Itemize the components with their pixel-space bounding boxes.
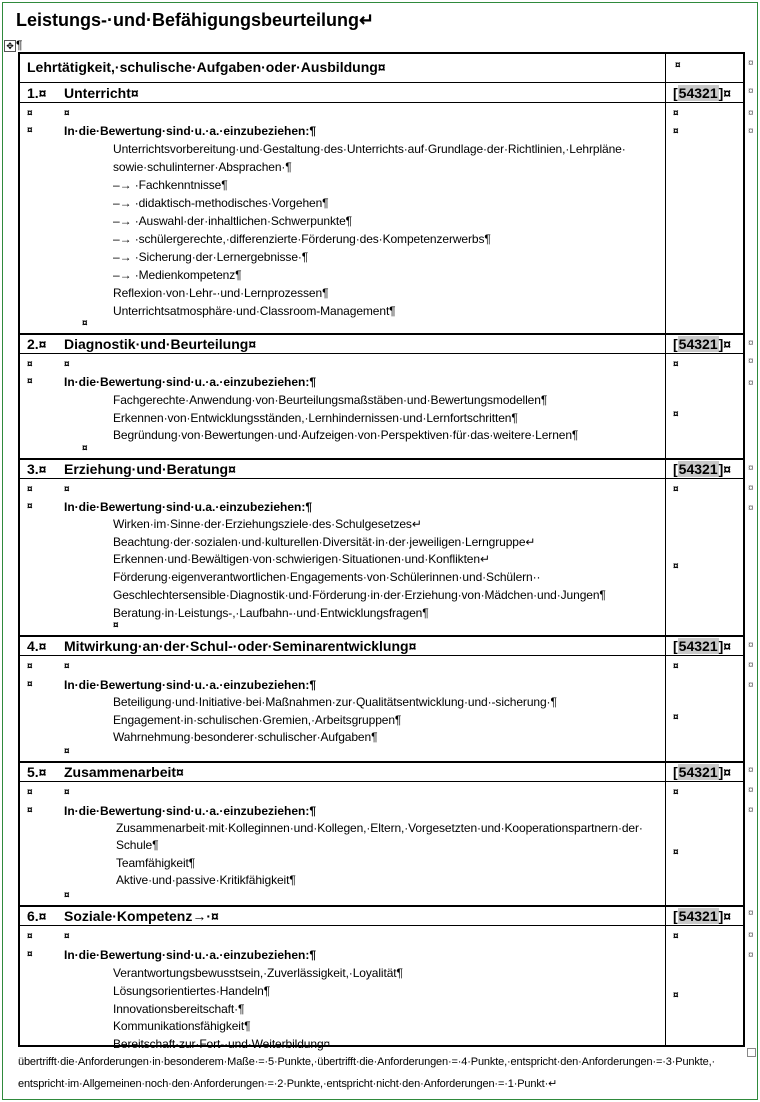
section-number: 5.¤ bbox=[27, 764, 47, 780]
row-end-marker: ¤ bbox=[748, 108, 754, 119]
row-end-marker: ¤ bbox=[748, 378, 754, 389]
score-end-mark: ]¤ bbox=[718, 764, 732, 780]
cell-marker: ¤ bbox=[27, 125, 33, 136]
criteria-item: Begründung·von·Bewertungen·und·Aufzeigen·von·Perspektiven·für·das·weitere·Lernen¶ bbox=[113, 428, 579, 442]
section-header-divider bbox=[20, 781, 743, 782]
row-end-marker: ¤ bbox=[748, 58, 754, 69]
cell-end-marker: ¤ bbox=[113, 620, 119, 631]
score-values: 54321 bbox=[678, 908, 718, 924]
assessment-table bbox=[18, 52, 745, 1052]
cell-marker: ¤ bbox=[27, 359, 33, 370]
cell-marker: ¤ bbox=[27, 679, 33, 690]
document-title: Leistungs-·und·Befähigungsbeurteilung↵ bbox=[16, 10, 375, 30]
section-header-divider bbox=[20, 353, 743, 354]
section-title: Mitwirkung·an·der·Schul-·oder·Seminarentwicklung¤ bbox=[64, 638, 417, 654]
section-title: Erziehung·und·Beratung¤ bbox=[64, 461, 236, 477]
row-end-marker: ¤ bbox=[748, 463, 754, 474]
score-bracket: [ bbox=[673, 461, 678, 477]
cell-marker: ¤ bbox=[27, 931, 33, 942]
criteria-item: Reflexion·von·Lehr-·und·Lernprozessen¶ bbox=[113, 286, 329, 300]
row-end-marker: ¤ bbox=[748, 640, 754, 651]
section-number: 1.¤ bbox=[27, 85, 47, 101]
cell-marker: ¤ bbox=[27, 949, 33, 960]
section-number: 4.¤ bbox=[27, 638, 47, 654]
cell-marker: ¤ bbox=[27, 661, 33, 672]
section-divider bbox=[20, 458, 743, 460]
cell-marker: ¤ bbox=[27, 108, 33, 119]
section-header-divider bbox=[20, 925, 743, 926]
score-end-mark: ]¤ bbox=[718, 85, 732, 101]
row-end-marker: ¤ bbox=[748, 338, 754, 349]
section-divider bbox=[20, 905, 743, 907]
score-cell-marker: ¤ bbox=[673, 126, 679, 137]
criteria-item: Fachgerechte·Anwendung·von·Beurteilungsmaßstäben·und·Bewertungsmodellen¶ bbox=[113, 393, 548, 407]
paragraph-mark: ¶ bbox=[16, 38, 23, 52]
score-values: 54321 bbox=[678, 336, 718, 352]
row-end-marker: ¤ bbox=[748, 785, 754, 796]
criteria-item: Geschlechtersensible·Diagnostik·und·Förderung·in·der·Erziehung·von·Mädchen·und·Jungen¶ bbox=[113, 587, 606, 602]
criteria-intro: In·die·Bewertung·sind·u.a.·einzubeziehen:¶ bbox=[64, 500, 313, 514]
criteria-item: Engagement·in·schulischen·Gremien,·Arbeitsgruppen¶ bbox=[113, 712, 402, 727]
row-end-marker: ¤ bbox=[748, 908, 754, 919]
row-end-marker: ¤ bbox=[748, 660, 754, 671]
cell-marker: ¤ bbox=[27, 376, 33, 387]
cell-marker: ¤ bbox=[64, 931, 70, 942]
row-end-marker: ¤ bbox=[748, 503, 754, 514]
criteria-item: –→ ·Auswahl·der·inhaltlichen·Schwerpunkte¶ bbox=[113, 214, 353, 228]
criteria-item: sowie·schulinterner·Absprachen·¶ bbox=[113, 160, 292, 174]
score-bracket: [ bbox=[673, 336, 678, 352]
score-end-mark: ]¤ bbox=[718, 461, 732, 477]
section-divider bbox=[20, 82, 743, 83]
footer-line-1: übertrifft·die·Anforderungen·in·besonderem·Maße·=·5·Punkte,·übertrifft·die·Anforderungen·=·4·Punkte,·entspricht·den·Anforderungen·=·3·Punkte,· bbox=[18, 1056, 716, 1068]
section-header-divider bbox=[20, 478, 743, 479]
section-title: Unterricht¤ bbox=[64, 85, 139, 101]
cell-marker: ¤ bbox=[64, 359, 70, 370]
criteria-intro: In·die·Bewertung·sind·u.·a.·einzubeziehen:¶ bbox=[64, 124, 317, 138]
table-header-label: Lehrtätigkeit,·schulische·Aufgaben·oder·Ausbildung¤ bbox=[27, 59, 386, 75]
criteria-intro: In·die·Bewertung·sind·u.·a.·einzubeziehen:¶ bbox=[64, 375, 317, 389]
score-scale[interactable] bbox=[673, 336, 731, 352]
section-header-divider bbox=[20, 655, 743, 656]
score-cell-marker: ¤ bbox=[673, 712, 679, 723]
score-scale[interactable] bbox=[673, 764, 731, 780]
section-header-divider bbox=[20, 102, 743, 103]
criteria-item: Unterrichtsvorbereitung·und·Gestaltung·des·Unterrichts·auf·Grundlage·der·Richtlinien,·Lehrpläne· bbox=[113, 142, 626, 156]
cell-end-marker: ¤ bbox=[64, 890, 70, 901]
score-cell-marker: ¤ bbox=[673, 561, 679, 572]
score-scale[interactable] bbox=[673, 908, 731, 924]
score-end-mark: ]¤ bbox=[718, 336, 732, 352]
cell-marker: ¤ bbox=[64, 108, 70, 119]
move-handle-icon[interactable]: ✥ bbox=[4, 40, 16, 52]
row-end-marker: ¤ bbox=[748, 483, 754, 494]
criteria-item: Beratung·in·Leistungs-,·Laufbahn-·und·Entwicklungsfragen¶ bbox=[113, 605, 429, 620]
section-number: 2.¤ bbox=[27, 336, 47, 352]
section-divider bbox=[20, 761, 743, 763]
criteria-intro: In·die·Bewertung·sind·u.·a.·einzubeziehen:¶ bbox=[64, 804, 317, 818]
score-bracket: [ bbox=[673, 85, 678, 101]
criteria-intro: In·die·Bewertung·sind·u.·a.·einzubeziehen:¶ bbox=[64, 948, 317, 962]
row-end-marker: ¤ bbox=[748, 126, 754, 137]
cell-marker: ¤ bbox=[64, 484, 70, 495]
criteria-item: Teamfähigkeit¶ bbox=[116, 855, 196, 870]
criteria-item: Bereitschaft·zur·Fort-·und·Weiterbildung¤ bbox=[113, 1037, 331, 1052]
criteria-item: Innovationsbereitschaft·¶ bbox=[113, 1001, 245, 1016]
criteria-item: Förderung·eigenverantwortlichen·Engagements·von·Schülerinnen·und·Schülern·· bbox=[113, 570, 541, 585]
criteria-item: Erkennen·von·Entwicklungsständen,·Lernhindernissen·und·Lernfortschritten¶ bbox=[113, 410, 518, 425]
cell-marker: ¤ bbox=[673, 359, 679, 370]
row-end-marker: ¤ bbox=[748, 805, 754, 816]
section-divider bbox=[20, 333, 743, 335]
section-divider bbox=[20, 635, 743, 637]
row-end-marker: ¤ bbox=[748, 86, 754, 97]
table-anchor[interactable] bbox=[4, 38, 22, 52]
cell-marker: ¤ bbox=[673, 108, 679, 119]
cell-end-marker: ¤ bbox=[82, 443, 88, 454]
criteria-intro: In·die·Bewertung·sind·u.·a.·einzubeziehen:¶ bbox=[64, 678, 317, 692]
row-end-marker: ¤ bbox=[748, 950, 754, 961]
score-bracket: [ bbox=[673, 908, 678, 924]
cell-marker: ¤ bbox=[27, 484, 33, 495]
section-title: Diagnostik·und·Beurteilung¤ bbox=[64, 336, 257, 352]
criteria-item: –→ ·didaktisch-methodisches·Vorgehen¶ bbox=[113, 196, 329, 210]
criteria-item: Beteiligung·und·Initiative·bei·Maßnahmen·zur·Qualitätsentwicklung·und·-sicherung·¶ bbox=[113, 695, 557, 709]
section-title: Zusammenarbeit¤ bbox=[64, 764, 184, 780]
criteria-item: Beachtung·der·sozialen·und·kulturellen·Diversität·in·der·jeweiligen·Lerngruppe↵ bbox=[113, 534, 536, 549]
score-values: 54321 bbox=[678, 764, 718, 780]
score-scale[interactable] bbox=[673, 638, 731, 654]
score-end-mark: ]¤ bbox=[718, 638, 732, 654]
cell-marker: ¤ bbox=[673, 787, 679, 798]
column-divider bbox=[665, 54, 666, 1045]
score-scale[interactable] bbox=[673, 85, 731, 101]
score-cell-marker: ¤ bbox=[673, 990, 679, 1001]
cell-end-marker: ¤ bbox=[82, 318, 88, 329]
score-bracket: [ bbox=[673, 638, 678, 654]
cell-marker: ¤ bbox=[673, 931, 679, 942]
cell-marker: ¤ bbox=[64, 661, 70, 672]
criteria-item: –→ ·Sicherung·der·Lernergebnisse·¶ bbox=[113, 250, 309, 264]
criteria-item: Kommunikationsfähigkeit¶ bbox=[113, 1019, 251, 1034]
criteria-item: Schule¶ bbox=[116, 838, 159, 853]
criteria-item: –→ ·Medienkompetenz¶ bbox=[113, 268, 242, 282]
criteria-item: Erkennen·und·Bewältigen·von·schwierigen·Situationen·und·Konflikten↵ bbox=[113, 552, 490, 567]
section-number: 3.¤ bbox=[27, 461, 47, 477]
criteria-item: Lösungsorientiertes·Handeln¶ bbox=[113, 983, 271, 998]
criteria-item: Wirken·im·Sinne·der·Erziehungsziele·des·Schulgesetzes↵ bbox=[113, 517, 422, 531]
footer-line-2: entspricht·im·Allgemeinen·noch·den·Anforderungen·=·2·Punkte,·entspricht·nicht·den·Anforderungen·=·1·Punkt·↵ bbox=[18, 1078, 558, 1090]
row-end-marker: ¤ bbox=[748, 765, 754, 776]
cell-marker: ¤ bbox=[27, 501, 33, 512]
section-title: Soziale·Kompetenz→·¤ bbox=[64, 908, 219, 924]
criteria-item: Verantwortungsbewusstsein,·Zuverlässigkeit,·Loyalität¶ bbox=[113, 966, 403, 980]
row-end-marker: ¤ bbox=[748, 930, 754, 941]
score-cell-marker: ¤ bbox=[673, 847, 679, 858]
criteria-item: Wahrnehmung·besonderer·schulischer·Aufgaben¶ bbox=[113, 730, 378, 745]
table-resize-handle[interactable] bbox=[747, 1048, 756, 1057]
score-scale[interactable] bbox=[673, 461, 731, 477]
score-values: 54321 bbox=[678, 638, 718, 654]
row-end-marker: ¤ bbox=[748, 356, 754, 367]
score-end-mark: ]¤ bbox=[718, 908, 732, 924]
score-cell-marker: ¤ bbox=[673, 409, 679, 420]
score-bracket: [ bbox=[673, 764, 678, 780]
cell-marker: ¤ bbox=[27, 805, 33, 816]
criteria-item: Aktive·und·passive·Kritikfähigkeit¶ bbox=[116, 872, 296, 887]
criteria-item: Unterrichtsatmosphäre·und·Classroom-Management¶ bbox=[113, 304, 396, 318]
criteria-item: –→ ·Fachkenntnisse¶ bbox=[113, 178, 228, 192]
section-number: 6.¤ bbox=[27, 908, 47, 924]
cell-marker: ¤ bbox=[64, 787, 70, 798]
criteria-item: –→ ·schülergerechte,·differenzierte·Förderung·des·Kompetenzerwerbs¶ bbox=[113, 232, 491, 246]
cell-marker: ¤ bbox=[673, 661, 679, 672]
score-values: 54321 bbox=[678, 85, 718, 101]
criteria-item: Zusammenarbeit·mit·Kolleginnen·und·Kollegen,·Eltern,·Vorgesetzten·und·Kooperationspartnern·der· bbox=[116, 821, 643, 835]
cell-marker: ¤ bbox=[673, 484, 679, 495]
cell-marker: ¤ bbox=[27, 787, 33, 798]
row-end-marker: ¤ bbox=[748, 680, 754, 691]
score-values: 54321 bbox=[678, 461, 718, 477]
cell-end-marker: ¤ bbox=[64, 746, 70, 757]
table-header-score-cell: ¤ bbox=[675, 60, 681, 71]
